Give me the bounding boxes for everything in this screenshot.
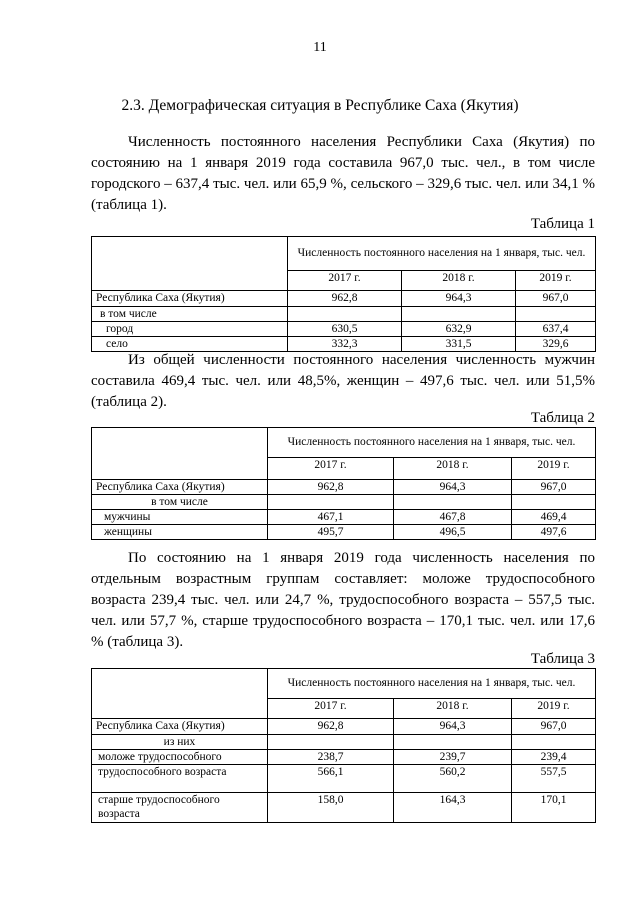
table-row (92, 480, 596, 495)
section-title: 2.3. Демографическая ситуация в Республике Саха (Якутия) (121, 97, 519, 114)
cell-value: 964,3 (394, 719, 512, 735)
cell-value (394, 495, 512, 510)
cell-value (268, 735, 394, 750)
table-3-corner-cell (92, 669, 268, 719)
table-3-year: 2019 г. (512, 699, 596, 719)
table-row (92, 719, 596, 735)
paragraph-1: Численность постоянного населения Республики Саха (Якутия) по состоянию на 1 января 2019 года составила 967,0 тыс. чел., в том числе городского – 637,4 тыс. чел. или 65,9 %, сельского – 329,6 тыс. чел. или 34,1 % (таблица 1). (91, 134, 595, 213)
cell-value: 566,1 (268, 765, 394, 793)
table-row (92, 307, 596, 322)
cell-value: 560,2 (394, 765, 512, 793)
table-row (92, 525, 596, 540)
cell-value: 962,8 (288, 291, 402, 307)
cell-value (402, 307, 516, 322)
table-3-header: Численность постоянного населения на 1 января, тыс. чел. (268, 669, 596, 699)
table-3-year: 2017 г. (268, 699, 394, 719)
row-label: город (92, 322, 288, 337)
table-2-year: 2019 г. (512, 458, 596, 480)
cell-value: 630,5 (288, 322, 402, 337)
table-2-header: Численность постоянного населения на 1 января, тыс. чел. (268, 428, 596, 458)
table-2-caption: Таблица 2 (530, 410, 595, 426)
cell-value: 467,8 (394, 510, 512, 525)
table-row (92, 750, 596, 765)
row-label: Республика Саха (Якутия) (92, 291, 288, 307)
page-number: 11 (313, 40, 327, 55)
row-label: Республика Саха (Якутия) (92, 480, 268, 495)
table-3-year: 2018 г. (394, 699, 512, 719)
row-label: Республика Саха (Якутия) (92, 719, 268, 735)
cell-value (288, 307, 402, 322)
table-1 (91, 236, 596, 352)
cell-value: 964,3 (394, 480, 512, 495)
table-2-year: 2018 г. (394, 458, 512, 480)
table-3-caption: Таблица 3 (530, 651, 595, 667)
row-label: село (92, 337, 288, 352)
cell-value: 329,6 (516, 337, 596, 352)
cell-value (268, 495, 394, 510)
cell-value: 158,0 (268, 793, 394, 823)
table-2-year: 2017 г. (268, 458, 394, 480)
table-1-year: 2019 г. (516, 271, 596, 291)
row-label: старше трудоспособного возраста (92, 793, 268, 823)
cell-value: 164,3 (394, 793, 512, 823)
cell-value: 239,7 (394, 750, 512, 765)
cell-value: 497,6 (512, 525, 596, 540)
cell-value: 967,0 (512, 480, 596, 495)
row-label: в том числе (92, 307, 288, 322)
cell-value: 331,5 (402, 337, 516, 352)
row-label: моложе трудоспособного (92, 750, 268, 765)
table-row (92, 793, 596, 823)
table-row (92, 322, 596, 337)
row-label: из них (92, 735, 268, 750)
cell-value: 170,1 (512, 793, 596, 823)
cell-value: 496,5 (394, 525, 512, 540)
cell-value (512, 495, 596, 510)
cell-value: 637,4 (516, 322, 596, 337)
cell-value: 967,0 (512, 719, 596, 735)
cell-value: 239,4 (512, 750, 596, 765)
table-2-corner-cell (92, 428, 268, 480)
table-3 (91, 668, 596, 823)
table-1-caption: Таблица 1 (530, 216, 595, 232)
table-2 (91, 427, 596, 540)
row-label: мужчины (92, 510, 268, 525)
cell-value: 557,5 (512, 765, 596, 793)
cell-value (516, 307, 596, 322)
cell-value (512, 735, 596, 750)
table-1-corner-cell (92, 237, 288, 291)
table-1-header: Численность постоянного населения на 1 января, тыс. чел. (288, 237, 596, 271)
paragraph-2: Из общей численности постоянного населения численность мужчин составила 469,4 тыс. чел. или 48,5%, женщин – 497,6 тыс. чел. или 51,5% (таблица 2). (91, 352, 595, 410)
row-label: трудоспособного возраста (92, 765, 268, 793)
cell-value: 964,3 (402, 291, 516, 307)
cell-value: 332,3 (288, 337, 402, 352)
table-row (92, 510, 596, 525)
cell-value: 962,8 (268, 719, 394, 735)
cell-value: 632,9 (402, 322, 516, 337)
cell-value: 962,8 (268, 480, 394, 495)
cell-value: 469,4 (512, 510, 596, 525)
cell-value: 467,1 (268, 510, 394, 525)
cell-value: 967,0 (516, 291, 596, 307)
table-row (92, 765, 596, 793)
cell-value: 495,7 (268, 525, 394, 540)
cell-value: 238,7 (268, 750, 394, 765)
table-row (92, 495, 596, 510)
row-label: женщины (92, 525, 268, 540)
table-1-year: 2017 г. (288, 271, 402, 291)
table-row (92, 291, 596, 307)
paragraph-3: По состоянию на 1 января 2019 года численность населения по отдельным возрастным группам составляет: моложе трудоспособного возраста 239,4 тыс. чел. или 24,7 %, трудоспособного возраста – 557,5 тыс. чел. или 57,7 %, старше трудоспособного возраста – 170,1 тыс. чел. или 17,6 % (таблица 3). (91, 550, 595, 650)
table-row (92, 735, 596, 750)
row-label: в том числе (92, 495, 268, 510)
table-1-year: 2018 г. (402, 271, 516, 291)
cell-value (394, 735, 512, 750)
